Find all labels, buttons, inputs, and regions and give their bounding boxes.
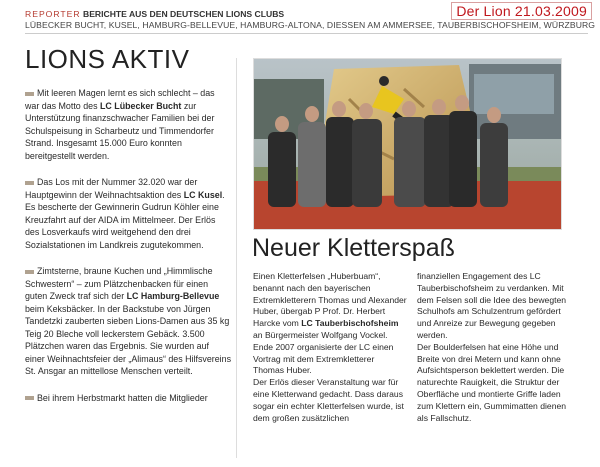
article-column-1: Einen Kletterfelsen „Huberbuam“, benannt nach den bayerischen Extremkletterern Thomas und Alexander Huber, übergab P Prof. Dr. Herbert Harcke vom LC Tauberbischofsheim an Bürgermeister Wolfgang Vockel. Ende 2007 organisierte der LC einen Vortrag mit dem Extremkletterer Thomas Huber. Der Erlös dieser Veranstaltung war für eine Kletterwand gedacht. Dass daraus sogar ein echter Kletterfelsen wurde, ist dem großen zusätzlichen — [253, 271, 407, 423]
left-headline: LIONS AKTIV — [25, 44, 190, 74]
article-column-2: finanziellen Engagement des LC Tauberbischofsheim zu verdanken. Mit dem Felsen soll die Idee des bewegten Schulhofs am Schulzentrum gefördert und Anreize zur Bewegung gegeben werden. Der Boulderfelsen hat eine Höhe und Breite von drei Metern und kann ohne Aufsichtsperson beklettert werden. Die naturechte Rauigkeit, die Struktur der Oberfläche und montierte Griffe laden zum Klettern ein, Gummimatten dienen als Fallschutz. — [417, 271, 567, 423]
article-body — [253, 271, 571, 424]
header-rule — [25, 33, 588, 34]
news-item: Bei ihrem Herbstmarkt hatten die Mitglieder — [25, 392, 231, 405]
news-item: Das Los mit der Nummer 32.020 war der Hauptgewinn der Weihnachtsaktion des LC Kusel. Es bescherte der Gewinnerin Gudrun Köhler eine Kreuzfahrt auf der AIDA im Mittelmeer. Der Erlös des Losverkaufs wird weitgehend den drei Sozialstationen im Landkreis zugutekommen. — [25, 177, 225, 250]
climbing-rock-photo — [253, 58, 562, 230]
bullet-icon — [25, 270, 34, 274]
column-divider — [236, 58, 237, 458]
header-section: BERICHTE AUS DEN DEUTSCHEN LIONS CLUBS — [82, 9, 285, 19]
date-stamp: Der Lion 21.03.2009 — [451, 2, 592, 20]
bullet-icon — [25, 181, 34, 185]
bullet-icon — [25, 396, 34, 400]
news-item: Zimtsterne, braune Kuchen und „Himmlische Schwestern“ – zum Plätzchenbacken für einen guten Zweck traf sich der LC Hamburg-Bellevue beim Keksbäcker. In der Backstube von Jürgen Tandetzki zauberten sieben Lions-Damen aus 35 kg Teig 20 Bleche voll leckerstem Gebäck. 3.500 Plätzchen waren das Ergebnis. Sie wurden auf einer Weihnachtsfeier der „Alimaus“ des Hilfsvereins St. Ansgar an mittellose Menschen verteilt. — [25, 266, 232, 376]
news-item: Mit leeren Magen lernt es sich schlecht – das war das Motto des LC Lübecker Bucht zur Unterstützung finanzschwacher Familien bei der Schulspeisung in Scharbeutz und Timmendorfer Strand. Insgesamt 15.000 Euro konnten bereitgestellt werden. — [25, 88, 215, 161]
header-kicker: REPORTER — [25, 9, 81, 19]
left-column — [25, 44, 231, 418]
right-headline: Neuer Kletterspaß — [252, 234, 455, 262]
header-locations: LÜBECKER BUCHT, KUSEL, HAMBURG-BELLEVUE, HAMBURG-ALTONA, DIESSEN AM AMMERSEE, TAUBERBISCHOFSHEIM, WÜRZBURG — [25, 20, 596, 30]
page-header — [25, 9, 595, 31]
bullet-icon — [25, 92, 34, 96]
